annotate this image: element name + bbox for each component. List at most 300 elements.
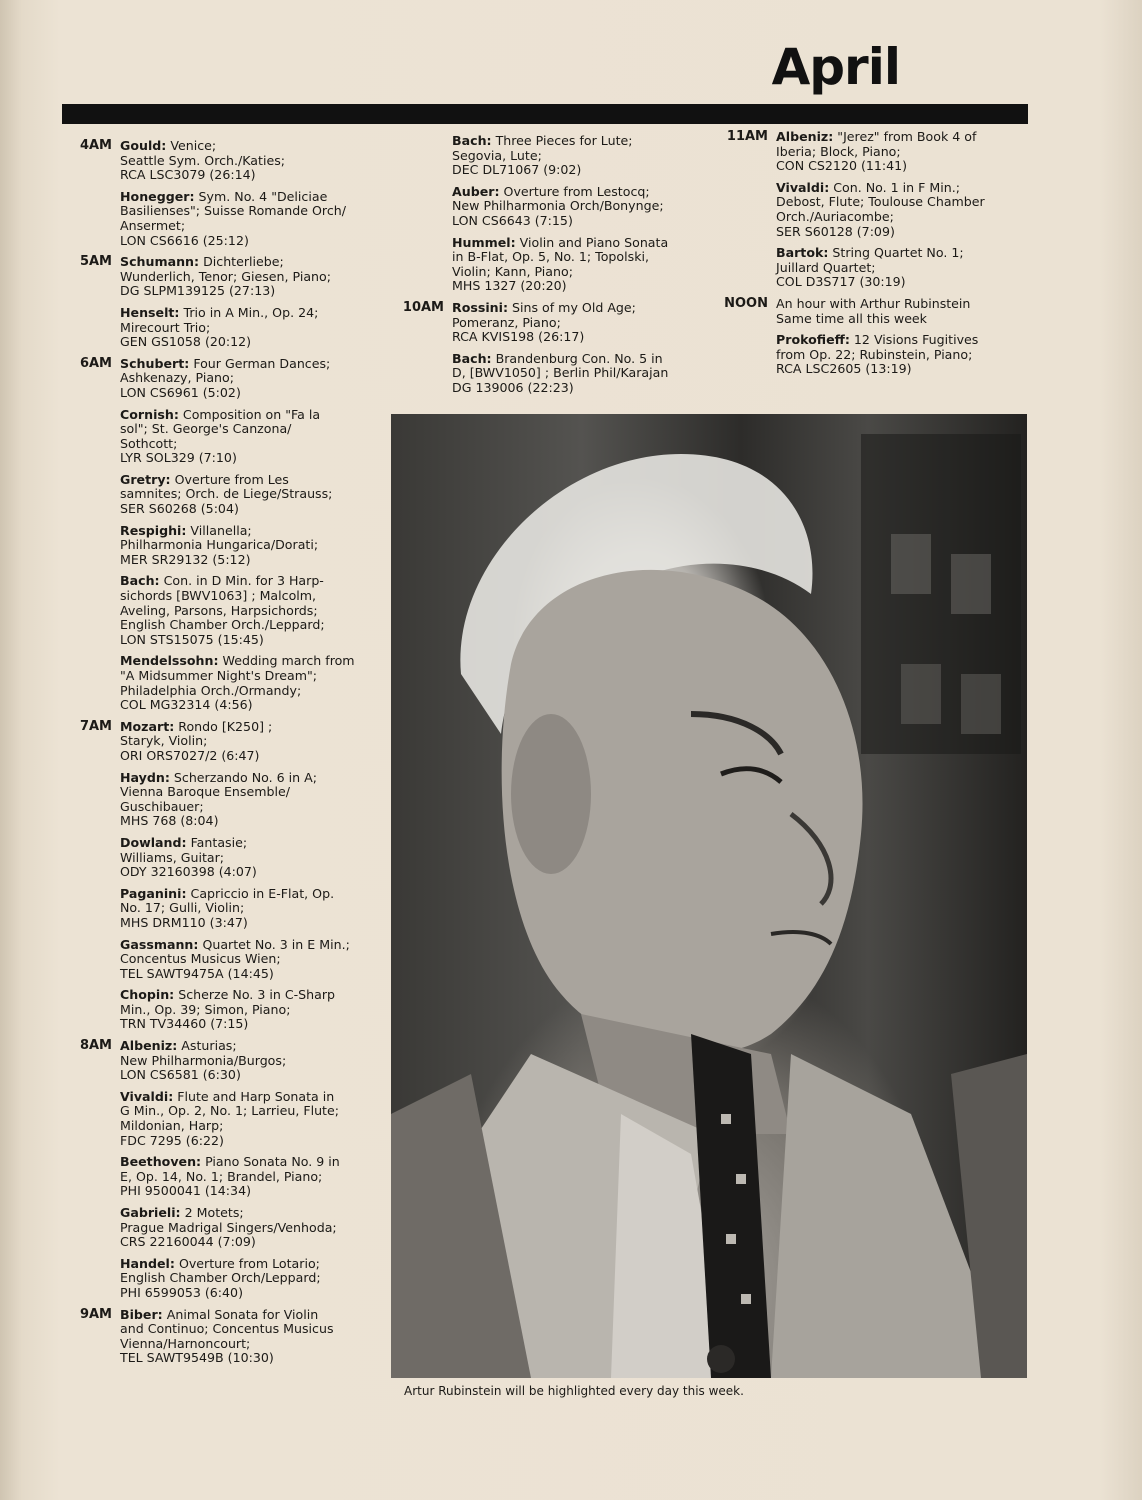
program-line xyxy=(452,279,694,294)
composer-name: Biber: xyxy=(120,1306,163,1322)
portrait-illustration xyxy=(391,414,1027,1378)
program-detail: SER S60268 (5:04) xyxy=(120,501,239,517)
program-detail: LON CS6616 (25:12) xyxy=(120,232,249,248)
program-line xyxy=(120,574,362,589)
program-detail: Three Pieces for Lute; xyxy=(495,133,633,148)
program-detail: COL D3S717 (30:19) xyxy=(776,274,906,290)
program-detail: Min., Op. 39; Simon, Piano; xyxy=(120,1001,291,1017)
program-detail: An hour with Arthur Rubinstein xyxy=(776,295,971,311)
program-entry xyxy=(776,297,1018,326)
program-detail: "Jerez" from Book 4 of xyxy=(837,129,977,144)
program-detail: MHS 768 (8:04) xyxy=(120,813,219,829)
program-entry xyxy=(120,887,362,931)
program-line xyxy=(452,214,694,229)
composer-name: Auber: xyxy=(452,183,500,199)
program-line xyxy=(120,785,362,800)
program-detail: LON STS15075 (15:45) xyxy=(120,631,264,647)
program-detail: from Op. 22; Rubinstein, Piano; xyxy=(776,346,973,362)
program-detail: RCA LSC3079 (26:14) xyxy=(120,167,256,183)
program-line xyxy=(120,154,362,169)
program-detail: LYR SOL329 (7:10) xyxy=(120,450,237,466)
program-line xyxy=(120,538,362,553)
time-slot xyxy=(62,720,362,1039)
program-line xyxy=(120,749,362,764)
program-entry xyxy=(452,301,694,345)
program-entry xyxy=(120,574,362,647)
program-detail: Overture from Les xyxy=(174,471,289,487)
program-line xyxy=(452,149,694,164)
program-line xyxy=(120,1134,362,1149)
program-detail: Sothcott; xyxy=(120,435,178,451)
program-line xyxy=(452,199,694,214)
photo-caption: Artur Rubinstein will be highlighted every day this week. xyxy=(404,1384,744,1398)
program-line xyxy=(120,321,362,336)
program-detail: MHS DRM110 (3:47) xyxy=(120,914,248,930)
program-detail: Scherzando No. 6 in A; xyxy=(173,769,318,785)
program-line xyxy=(120,1003,362,1018)
program-line xyxy=(120,270,362,285)
program-detail: LON CS6961 (5:02) xyxy=(120,384,241,400)
program-line xyxy=(776,181,1018,196)
program-line xyxy=(120,371,362,386)
program-detail: sol"; St. George's Canzona/ xyxy=(120,421,292,437)
program-detail: DG 139006 (22:23) xyxy=(452,379,574,395)
program-line xyxy=(120,916,362,931)
program-line xyxy=(120,1119,362,1134)
composer-name: Bach: xyxy=(452,350,492,366)
time-slot xyxy=(62,357,362,720)
time-slot xyxy=(394,134,694,301)
program-detail: COL MG32314 (4:56) xyxy=(120,697,253,713)
program-line xyxy=(120,720,362,735)
composer-name: Henselt: xyxy=(120,304,180,320)
program-detail: Vienna/Harnoncourt; xyxy=(120,1335,251,1351)
program-detail: Wedding march from xyxy=(222,653,355,669)
program-detail: ORI ORS7027/2 (6:47) xyxy=(120,747,260,763)
program-line xyxy=(120,654,362,669)
program-entry xyxy=(120,988,362,1032)
time-label: 9AM xyxy=(79,1306,112,1322)
program-detail: Basilienses"; Suisse Romande Orch/ xyxy=(120,203,346,219)
program-line xyxy=(776,261,1018,276)
program-detail: Piano Sonata No. 9 in xyxy=(205,1154,340,1170)
program-line xyxy=(120,190,362,205)
program-detail: CRS 22160044 (7:09) xyxy=(120,1234,256,1250)
composer-name: Albeniz: xyxy=(776,129,834,144)
program-detail: G Min., Op. 2, No. 1; Larrieu, Flute; xyxy=(120,1103,339,1119)
program-line xyxy=(776,225,1018,240)
program-detail: TEL SAWT9549B (10:30) xyxy=(120,1350,274,1366)
time-label: 4AM xyxy=(79,138,112,153)
time-label: 6AM xyxy=(79,355,112,371)
program-detail: Juillard Quartet; xyxy=(776,259,876,275)
program-line xyxy=(776,210,1018,225)
program-detail: 2 Motets; xyxy=(184,1205,244,1220)
program-line xyxy=(120,1068,362,1083)
program-detail: Capriccio in E-Flat, Op. xyxy=(190,885,335,901)
program-line xyxy=(120,1155,362,1170)
program-line xyxy=(776,312,1018,327)
program-line xyxy=(120,633,362,648)
program-detail: Overture from Lotario; xyxy=(178,1255,320,1271)
time-label xyxy=(394,134,452,301)
program-line xyxy=(776,362,1018,377)
composer-name: Schubert: xyxy=(120,355,190,371)
composer-name: Haydn: xyxy=(120,769,170,785)
program-detail: Mildonian, Harp; xyxy=(120,1118,224,1134)
program-entry xyxy=(452,236,694,294)
program-line xyxy=(452,352,694,367)
program-line xyxy=(120,604,362,619)
program-line xyxy=(120,386,362,401)
program-line xyxy=(120,618,362,633)
program-entry xyxy=(120,408,362,466)
program-detail: DG SLPM139125 (27:13) xyxy=(120,283,276,299)
program-entry xyxy=(120,1308,362,1366)
time-label: NOON xyxy=(724,295,768,311)
program-detail: "A Midsummer Night's Dream"; xyxy=(120,668,318,683)
program-entry xyxy=(120,938,362,982)
program-line xyxy=(120,524,362,539)
program-detail: and Continuo; Concentus Musicus xyxy=(120,1321,334,1337)
program-line xyxy=(120,255,362,270)
composer-name: Beethoven: xyxy=(120,1154,202,1170)
program-line xyxy=(120,1090,362,1105)
program-detail: Pomeranz, Piano; xyxy=(452,314,561,330)
composer-name: Gretry: xyxy=(120,471,171,487)
program-detail: PHI 9500041 (14:34) xyxy=(120,1183,251,1199)
program-detail: Fantasie; xyxy=(190,834,248,850)
program-line xyxy=(120,1286,362,1301)
program-line xyxy=(452,330,694,345)
program-line xyxy=(120,204,362,219)
time-slot xyxy=(62,139,362,255)
program-line xyxy=(120,836,362,851)
program-line xyxy=(120,1351,362,1366)
composer-name: Cornish: xyxy=(120,406,179,422)
program-entry xyxy=(120,524,362,568)
program-line xyxy=(452,316,694,331)
program-line xyxy=(776,246,1018,261)
program-line xyxy=(120,437,362,452)
program-line xyxy=(776,195,1018,210)
time-slot xyxy=(62,255,362,357)
program-detail: Trio in A Min., Op. 24; xyxy=(183,304,319,320)
schedule-column-2 xyxy=(394,134,694,403)
program-line xyxy=(120,168,362,183)
program-line xyxy=(120,988,362,1003)
program-line xyxy=(120,1039,362,1054)
program-line xyxy=(776,297,1018,312)
program-line xyxy=(120,669,362,684)
program-detail: Staryk, Violin; xyxy=(120,733,208,749)
program-entry xyxy=(120,771,362,829)
program-detail: Orch./Auriacombe; xyxy=(776,208,894,224)
program-detail: TRN TV34460 (7:15) xyxy=(120,1016,249,1032)
program-line xyxy=(120,1184,362,1199)
composer-name: Bach: xyxy=(120,573,160,589)
program-detail: in B-Flat, Op. 5, No. 1; Topolski, xyxy=(452,249,649,265)
program-line xyxy=(452,134,694,149)
program-entry xyxy=(120,1257,362,1301)
program-entry xyxy=(120,720,362,764)
program-entry xyxy=(776,333,1018,377)
program-line xyxy=(452,236,694,251)
program-detail: Asturias; xyxy=(181,1038,237,1054)
program-line xyxy=(120,698,362,713)
composer-name: Hummel: xyxy=(452,234,516,250)
program-line xyxy=(120,1257,362,1272)
program-list xyxy=(120,357,362,720)
program-detail: Same time all this week xyxy=(776,310,927,326)
program-line xyxy=(452,185,694,200)
program-line xyxy=(776,159,1018,174)
program-detail: samnites; Orch. de Liege/Strauss; xyxy=(120,486,333,502)
program-list xyxy=(120,1308,362,1373)
composer-name: Vivaldi: xyxy=(120,1088,174,1104)
program-line xyxy=(776,130,1018,145)
program-detail: D, [BWV1050] ; Berlin Phil/Karajan xyxy=(452,365,669,381)
program-detail: Iberia; Block, Piano; xyxy=(776,143,901,159)
title-rule xyxy=(62,104,1028,124)
program-list xyxy=(452,134,694,301)
time-slot xyxy=(718,297,1018,384)
program-line xyxy=(120,865,362,880)
program-line xyxy=(120,1308,362,1323)
program-detail: Overture from Lestocq; xyxy=(503,183,650,199)
program-line xyxy=(120,139,362,154)
program-detail: Ashkenazy, Piano; xyxy=(120,370,234,386)
program-detail: Violin and Piano Sonata xyxy=(519,234,669,250)
program-detail: Flute and Harp Sonata in xyxy=(177,1088,335,1104)
program-line xyxy=(776,275,1018,290)
time-slot xyxy=(62,1039,362,1308)
program-line xyxy=(120,219,362,234)
program-detail: FDC 7295 (6:22) xyxy=(120,1132,224,1148)
program-detail: Four German Dances; xyxy=(193,355,331,371)
time-slot xyxy=(62,1308,362,1373)
program-detail: LON CS6581 (6:30) xyxy=(120,1067,241,1083)
program-entry xyxy=(120,357,362,401)
program-line xyxy=(120,357,362,372)
program-detail: Quartet No. 3 in E Min.; xyxy=(202,936,350,952)
program-line xyxy=(120,553,362,568)
program-entry xyxy=(776,181,1018,239)
composer-name: Handel: xyxy=(120,1255,175,1271)
program-line xyxy=(776,333,1018,348)
program-detail: New Philharmonia/Burgos; xyxy=(120,1052,287,1068)
program-line xyxy=(120,1054,362,1069)
program-entry xyxy=(120,139,362,183)
program-detail: String Quartet No. 1; xyxy=(832,245,964,261)
time-label: 8AM xyxy=(79,1038,112,1054)
program-detail: RCA KVIS198 (26:17) xyxy=(452,329,585,345)
page-title: April xyxy=(771,38,900,96)
program-line xyxy=(120,1271,362,1286)
program-detail: Vienna Baroque Ensemble/ xyxy=(120,784,290,800)
program-line xyxy=(120,1206,362,1221)
program-entry xyxy=(120,473,362,517)
program-line xyxy=(120,589,362,604)
composer-name: Honegger: xyxy=(120,188,195,204)
program-line xyxy=(120,473,362,488)
composer-name: Paganini: xyxy=(120,885,187,901)
program-entry xyxy=(120,190,362,248)
time-slot xyxy=(394,301,694,403)
program-detail: Aveling, Parsons, Harpsichords; xyxy=(120,602,318,618)
program-line xyxy=(120,306,362,321)
program-line xyxy=(776,348,1018,363)
program-line xyxy=(776,145,1018,160)
program-list xyxy=(120,720,362,1039)
program-line xyxy=(120,800,362,815)
program-detail: Violin; Kann, Piano; xyxy=(452,263,573,279)
program-detail: Composition on "Fa la xyxy=(182,406,321,422)
time-label: 5AM xyxy=(79,254,112,270)
program-detail: Villanella; xyxy=(190,522,252,538)
program-line xyxy=(452,163,694,178)
composer-name: Chopin: xyxy=(120,987,175,1003)
schedule-column-1 xyxy=(62,139,362,1373)
program-detail: Sym. No. 4 "Deliciae xyxy=(198,188,328,204)
program-line xyxy=(452,250,694,265)
program-line xyxy=(120,1322,362,1337)
program-line xyxy=(120,901,362,916)
time-label: 11AM xyxy=(726,129,768,144)
program-detail: Guschibauer; xyxy=(120,798,204,814)
program-line xyxy=(452,366,694,381)
program-detail: Con. in D Min. for 3 Harp- xyxy=(163,573,324,589)
composer-name: Schumann: xyxy=(120,254,200,270)
program-detail: ODY 32160398 (4:07) xyxy=(120,864,257,880)
program-detail: Ansermet; xyxy=(120,217,186,233)
program-line xyxy=(120,938,362,953)
program-entry xyxy=(120,1090,362,1148)
program-entry xyxy=(120,1039,362,1083)
composer-name: Respighi: xyxy=(120,522,187,538)
program-line xyxy=(120,967,362,982)
composer-name: Gabrieli: xyxy=(120,1205,181,1220)
composer-name: Prokofieff: xyxy=(776,332,850,348)
program-entry xyxy=(120,1206,362,1250)
program-entry xyxy=(776,130,1018,174)
program-detail: LON CS6643 (7:15) xyxy=(452,212,573,228)
program-detail: Seattle Sym. Orch./Katies; xyxy=(120,152,286,168)
program-detail: Venice; xyxy=(170,138,217,153)
program-entry xyxy=(120,1155,362,1199)
program-line xyxy=(120,851,362,866)
program-entry xyxy=(120,654,362,712)
program-detail: No. 17; Gulli, Violin; xyxy=(120,900,245,916)
composer-name: Gould: xyxy=(120,138,167,153)
program-entry xyxy=(452,185,694,229)
program-detail: Con. No. 1 in F Min.; xyxy=(833,179,960,195)
program-detail: Concentus Musicus Wien; xyxy=(120,951,281,967)
program-detail: DEC DL71067 (9:02) xyxy=(452,162,582,178)
program-line xyxy=(120,422,362,437)
program-detail: MER SR29132 (5:12) xyxy=(120,551,251,567)
composer-name: Mendelssohn: xyxy=(120,653,219,669)
program-line xyxy=(120,1235,362,1250)
program-detail: Scherze No. 3 in C-Sharp xyxy=(178,987,336,1003)
program-detail: Dichterliebe; xyxy=(203,254,284,270)
program-detail: GEN GS1058 (20:12) xyxy=(120,334,252,350)
program-line xyxy=(120,734,362,749)
program-detail: Debost, Flute; Toulouse Chamber xyxy=(776,194,985,210)
composer-name: Vivaldi: xyxy=(776,179,830,195)
program-detail: Sins of my Old Age; xyxy=(512,299,636,315)
program-line xyxy=(120,1170,362,1185)
program-detail: Philharmonia Hungarica/Dorati; xyxy=(120,537,319,553)
program-entry xyxy=(452,352,694,396)
program-line xyxy=(120,284,362,299)
program-detail: English Chamber Orch/Leppard; xyxy=(120,1270,321,1286)
program-list xyxy=(120,255,362,357)
program-line xyxy=(120,234,362,249)
program-entry xyxy=(452,134,694,178)
program-list xyxy=(452,301,694,403)
program-line xyxy=(120,408,362,423)
program-line xyxy=(120,502,362,517)
program-line xyxy=(120,771,362,786)
composer-name: Gassmann: xyxy=(120,936,199,952)
program-detail: 12 Visions Fugitives xyxy=(853,332,979,348)
composer-name: Albeniz: xyxy=(120,1038,178,1054)
program-line xyxy=(120,887,362,902)
program-list xyxy=(120,1039,362,1308)
program-detail: Brandenburg Con. No. 5 in xyxy=(495,350,663,366)
program-detail: MHS 1327 (20:20) xyxy=(452,278,567,294)
program-entry xyxy=(120,836,362,880)
program-detail: E, Op. 14, No. 1; Brandel, Piano; xyxy=(120,1168,323,1184)
time-label: 10AM xyxy=(402,299,444,315)
program-line xyxy=(452,265,694,280)
program-detail: Animal Sonata for Violin xyxy=(166,1306,319,1322)
composer-name: Dowland: xyxy=(120,834,187,850)
program-line xyxy=(452,381,694,396)
program-detail: Prague Madrigal Singers/Venhoda; xyxy=(120,1219,337,1235)
schedule-column-3 xyxy=(718,130,1018,384)
program-detail: sichords [BWV1063] ; Malcolm, xyxy=(120,588,317,604)
time-label: 7AM xyxy=(79,718,112,734)
program-detail: Philadelphia Orch./Ormandy; xyxy=(120,682,302,698)
program-line xyxy=(120,1104,362,1119)
program-list xyxy=(120,139,362,255)
program-line xyxy=(120,952,362,967)
program-line xyxy=(120,684,362,699)
program-detail: CON CS2120 (11:41) xyxy=(776,158,908,174)
composer-name: Mozart: xyxy=(120,718,175,734)
composer-name: Bartok: xyxy=(776,245,829,261)
program-line xyxy=(120,814,362,829)
program-entry xyxy=(120,255,362,299)
program-entry xyxy=(120,306,362,350)
program-line xyxy=(120,487,362,502)
program-detail: Mirecourt Trio; xyxy=(120,319,211,335)
time-slot xyxy=(718,130,1018,297)
rubinstein-photo xyxy=(391,414,1027,1378)
composer-name: Rossini: xyxy=(452,299,508,315)
program-detail: SER S60128 (7:09) xyxy=(776,223,895,239)
composer-name: Bach: xyxy=(452,133,492,148)
program-line xyxy=(120,335,362,350)
program-line xyxy=(452,301,694,316)
program-detail: Segovia, Lute; xyxy=(452,147,542,163)
program-detail: TEL SAWT9475A (14:45) xyxy=(120,965,274,981)
program-detail: Wunderlich, Tenor; Giesen, Piano; xyxy=(120,268,331,284)
program-line xyxy=(120,1337,362,1352)
program-list xyxy=(776,130,1018,297)
